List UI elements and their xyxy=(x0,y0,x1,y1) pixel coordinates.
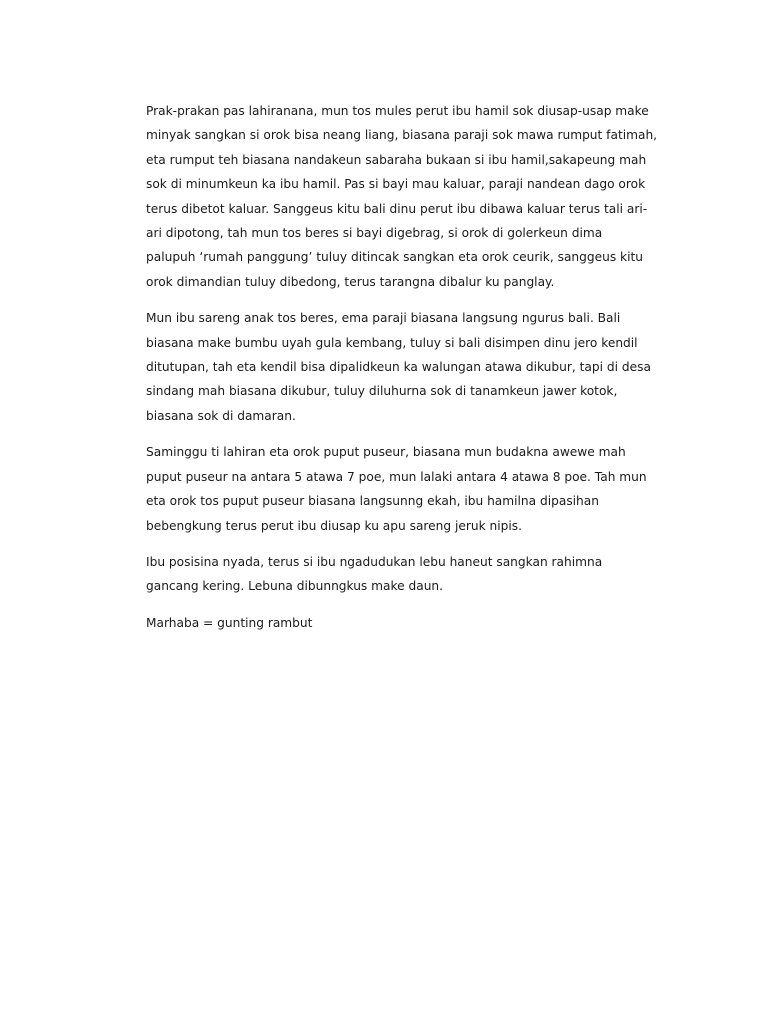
text-line: orok dimandian tuluy dibedong, terus tarangna dibalur ku panglay. xyxy=(146,274,555,289)
paragraph-marhaba xyxy=(146,611,626,635)
text-line: sok di minumkeun ka ibu hamil. Pas si bayi mau kaluar, paraji nandean dago orok xyxy=(146,177,646,192)
text-line: biasana sok di damaran. xyxy=(146,408,296,423)
text-line: palupuh ‘rumah panggung’ tuluy ditincak sangkan eta orok ceurik, sanggeus kitu xyxy=(146,250,643,265)
text-line: ditutupan, tah eta kendil bisa dipalidkeun ka walungan atawa dikubur, tapi di desa xyxy=(146,360,651,375)
text-line: eta rumput teh biasana nandakeun sabaraha bukaan si ibu hamil,sakapeung mah xyxy=(146,152,647,167)
text-line: Ibu posisina nyada, terus si ibu ngadudukan lebu haneut sangkan rahimna xyxy=(146,554,603,569)
paragraph-birth-process xyxy=(146,99,658,294)
text-line: minyak sangkan si orok bisa neang liang, biasana paraji sok mawa rumput fatimah, xyxy=(146,128,658,143)
text-line: Prak-prakan pas lahiranana, mun tos mules perut ibu hamil sok diusap-usap make xyxy=(146,104,649,118)
text-line: gancang kering. Lebuna dibunngkus make daun. xyxy=(146,579,444,594)
text-line: Mun ibu sareng anak tos beres, ema paraji biasana langsung ngurus bali. Bali xyxy=(146,311,621,326)
paragraph-placenta xyxy=(146,306,651,428)
text-line: terus dibetot kaluar. Sanggeus kitu bali dinu perut ibu dibawa kaluar terus tali ari- xyxy=(146,201,648,216)
text-line: Saminggu ti lahiran eta orok puput puseur, biasana mun budakna awewe mah xyxy=(146,445,626,460)
text-line: puput puseur na antara 5 atawa 7 poe, mun lalaki antara 4 atawa 8 poe. Tah mun xyxy=(146,469,647,484)
text-line: sindang mah biasana dikubur, tuluy diluhurna sok di tanamkeun jawer kotok, xyxy=(146,384,618,399)
text-line: Marhaba = gunting rambut xyxy=(146,615,313,630)
paragraph-umbilical xyxy=(146,440,647,538)
text-line: biasana make bumbu uyah gula kembang, tuluy si bali disimpen dinu jero kendil xyxy=(146,335,638,350)
text-line: eta orok tos puput puseur biasana langsunng ekah, ibu hamilna dipasihan xyxy=(146,494,599,509)
paragraph-mother-position xyxy=(146,550,626,599)
text-line: ari dipotong, tah mun tos beres si bayi digebrag, si orok di golerkeun dima xyxy=(146,226,603,241)
document-body xyxy=(146,99,658,647)
text-line: bebengkung terus perut ibu diusap ku apu sareng jeruk nipis. xyxy=(146,518,523,533)
